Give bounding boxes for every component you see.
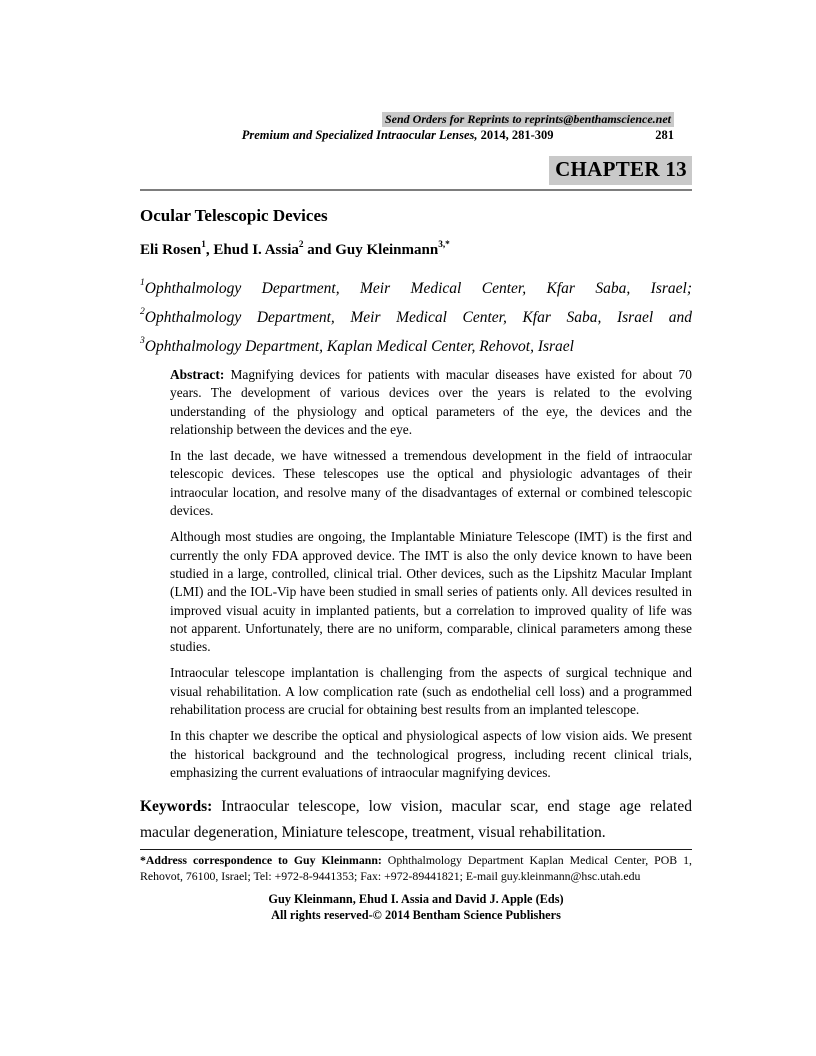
abstract-text: Magnifying devices for patients with macular diseases have existed for about 70 years. The development of various devices over the years is related to the evolving understanding of the physiology and optical parameters of the eye, the devices and the relationship between the devices and the eye.: [170, 367, 692, 437]
journal-citation: [140, 127, 655, 143]
page-number: 281: [655, 128, 674, 142]
abstract-paragraph: Intraocular telescope implantation is challenging from the aspects of surgical technique and visual rehabilitation. A low complication rate (such as endothelial cell loss) and a programmed rehabilitation process are crucial for obtaining best results from an implanted telescope.: [170, 665, 692, 718]
abstract-paragraph: In the last decade, we have witnessed a tremendous development in the field of intraocular telescopic devices. These telescopes use the optical and physiologic advantages of their intraocular location, and resolve many of the disadvantages of external or combined telescopic devices.: [170, 448, 692, 519]
page-content: [140, 112, 692, 923]
editors-line: Guy Kleinmann, Ehud I. Assia and David J. Apple (Eds): [268, 892, 564, 907]
affiliation-line: [140, 274, 692, 303]
affiliation-text: Ophthalmology Department, Meir Medical Center, Kfar Saba, Israel;: [144, 280, 692, 297]
abstract-paragraph: [170, 366, 692, 439]
affiliation-number: 1: [140, 277, 145, 289]
correspondence-footnote: [140, 853, 692, 884]
affiliation-text: Ophthalmology Department, Meir Medical Center, Kfar Saba, Israel and: [144, 309, 692, 326]
imprint-block: [140, 892, 692, 923]
reprint-notice: Send Orders for Reprints to reprints@benthamscience.net: [382, 112, 674, 127]
abstract-paragraph: Although most studies are ongoing, the Implantable Miniature Telescope (IMT) is the first and currently the only FDA approved device. The IMT is also the only device known to have been studied in a large, controlled, clinical trial. Other devices, such as the Lipshitz Macular Implant (LMI) and the IOL-Vip have been studied in small series of patients only. All devices resulted in improved visual acuity in implanted patients, but a correlation to improved quality of life was not apparent. Unfortunately, there are no uniform, comparable, clinical parameters among these studies.: [170, 529, 692, 655]
author-separator: ,: [205, 242, 214, 258]
author-name: Guy Kleinmann: [335, 242, 439, 258]
keywords-text: Intraocular telescope, low vision, macular scar, end stage age related macular degeneration, Miniature telescope, treatment, visual rehabilitation.: [140, 798, 692, 842]
chapter-divider-rule: [140, 189, 692, 191]
affiliation-number: 3: [140, 335, 145, 347]
keywords-line: [140, 794, 692, 846]
affiliation-line: [140, 332, 692, 361]
abstract-section: [170, 366, 692, 782]
author-affiliation-ref: 3,*: [438, 239, 450, 250]
copyright-line: All rights reserved-© 2014 Bentham Science Publishers: [271, 907, 561, 922]
author-affiliation-ref: 1: [201, 239, 206, 250]
affiliation-text: Ophthalmology Department, Kaplan Medical Center, Rehovot, Israel: [144, 338, 574, 355]
author-separator: and: [303, 242, 336, 258]
author-name: Ehud I. Assia: [213, 242, 299, 258]
abstract-label: Abstract:: [170, 367, 225, 382]
authors-line: [140, 240, 692, 260]
keywords-label: Keywords:: [140, 798, 213, 816]
footnote-divider-rule: [140, 849, 692, 850]
page-header: [140, 112, 692, 127]
chapter-banner: [140, 156, 692, 185]
journal-header-row: [140, 127, 692, 143]
chapter-label: CHAPTER 13: [549, 156, 692, 185]
affiliation-line: [140, 303, 692, 332]
abstract-paragraph: In this chapter we describe the optical and physiological aspects of low vision aids. We present the historical background and the technological progress, including recent clinical trials, emphasizing the current evaluations of intraocular magnifying devices.: [170, 728, 692, 780]
journal-title: Premium and Specialized Intraocular Lenses,: [241, 128, 478, 142]
affiliations: [140, 274, 692, 361]
footnote-text: Ophthalmology Department Kaplan Medical Center, POB 1, Rehovot, 76100, Israel; Tel: +972-8-9441353; Fax: +972-89441821; E-mail guy.kleinmann@hsc.utah.edu: [140, 853, 692, 883]
author-name: Eli Rosen: [140, 242, 202, 258]
footnote-label: *Address correspondence to Guy Kleinmann:: [140, 853, 382, 868]
affiliation-number: 2: [140, 306, 145, 318]
author-affiliation-ref: 2: [298, 239, 304, 250]
journal-issue: 2014, 281-309: [477, 128, 554, 142]
article-title: Ocular Telescopic Devices: [140, 206, 328, 225]
